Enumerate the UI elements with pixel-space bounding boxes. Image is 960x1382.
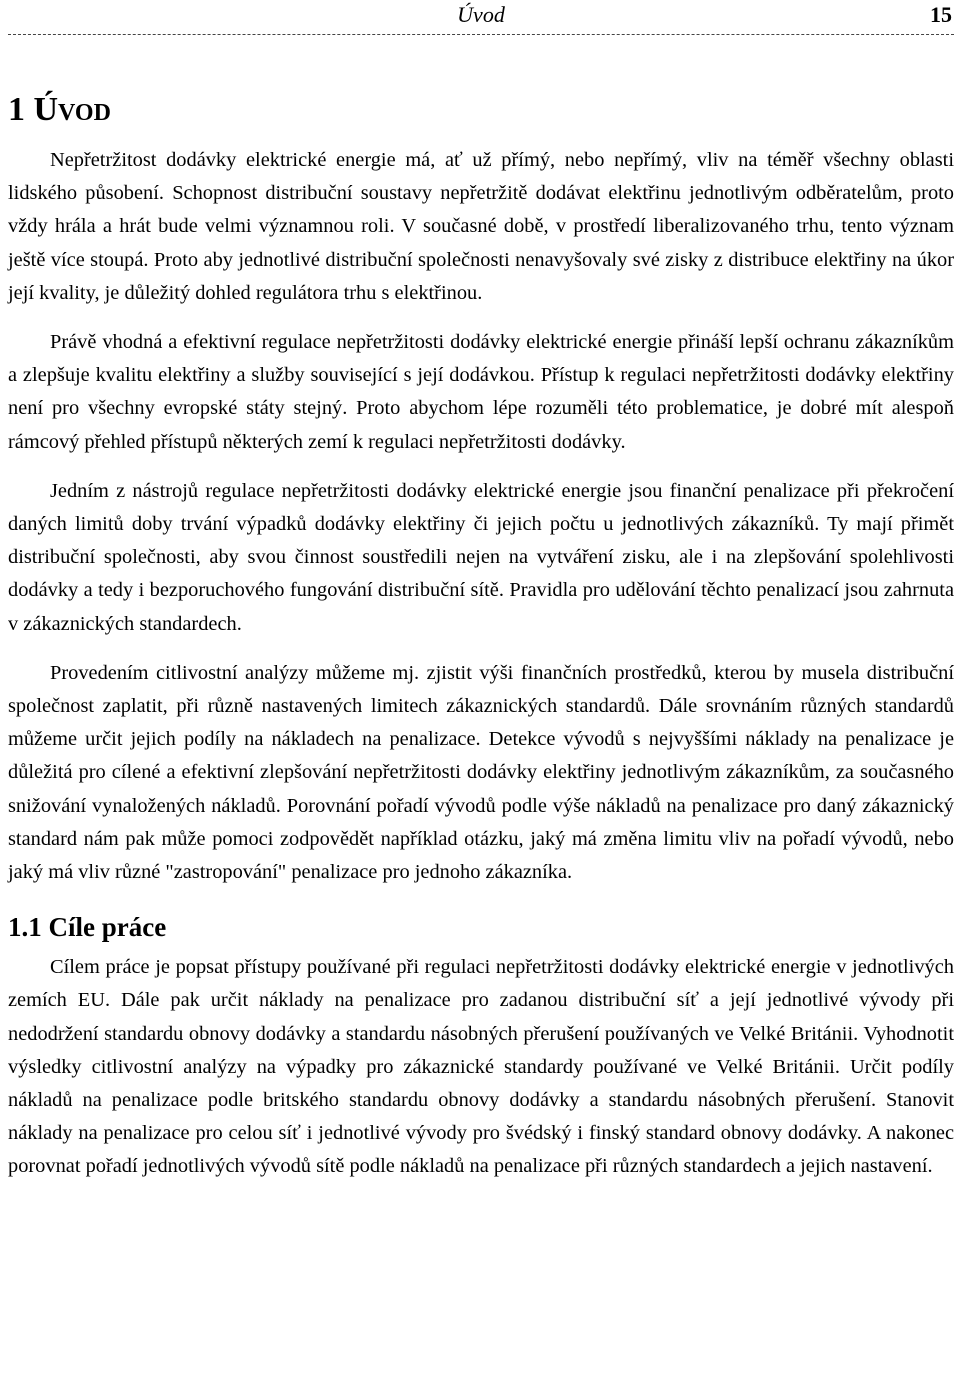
section-number: 1.1: [8, 912, 42, 943]
chapter-number: 1: [8, 91, 25, 128]
running-header: [8, 0, 954, 34]
section-title: Cíle práce: [48, 912, 167, 943]
paragraph-1: Nepřetržitost dodávky elektrické energie má, ať už přímý, nebo nepřímý, vliv na téměř všechny oblasti lidského působení. Schopnost distribuční soustavy nepřetržitě dodávat elektřinu jednotlivým odběratelům, proto vždy hrála a hrát bude velmi významnou roli. V současné době, v prostředí liberalizovaného trhu, tento význam ještě více stoupá. Proto aby jednotlivé distribuční společnosti nenavyšovaly své zisky z distribuce elektřiny na úkor její kvality, je důležitý dohled regulátora trhu s elektřinou.: [8, 149, 954, 304]
chapter-title: Úvod: [33, 91, 111, 128]
section-paragraph-1: Cílem práce je popsat přístupy používané při regulaci nepřetržitosti dodávky elektrické energie v jednotlivých zemích EU. Dále pak určit náklady na penalizace pro zadanou distribuční síť a její jednotlivé vývody při nedodržení standardu obnovy dodávky a standardu násobných přerušení používaných ve Velké Británii. Vyhodnotit výsledky citlivostní analýzy na výpadky pro zákaznické standardy používané ve Velké Británii. Určit podíly nákladů na penalizace podle britského standardu obnovy dodávky a standardu násobných přerušení. Stanovit náklady na penalizace pro celou síť i jednotlivé vývody pro švédský i finský standard obnovy dodávky. A nakonec porovnat pořadí jednotlivých vývodů sítě podle nákladů na penalizace při různých standardech a jejich nastavení.: [8, 956, 954, 1178]
paragraph-3: Jedním z nástrojů regulace nepřetržitosti dodávky elektrické energie jsou finanční penalizace při překročení daných limitů doby trvání výpadků dodávky elektřiny či jejich počtu u jednotlivých zákazníků. Ty mají přimět distribuční společnosti, aby svou činnost soustředili nejen na vytváření zisku, ale i na zlepšování spolehlivosti dodávky a tedy i bezporuchového fungování distribuční sítě. Pravidla pro udělování těchto penalizací jsou zahrnuta v zákaznických standardech.: [8, 479, 954, 635]
section-heading: [8, 907, 954, 947]
chapter-heading: [8, 88, 954, 132]
paragraph-4: Provedením citlivostní analýzy můžeme mj. zjistit výši finančních prostředků, kterou by musela distribuční společnost zaplatit, při různě nastavených limitech zákaznických standardů. Dále srovnáním různých standardů můžeme určit jejich podíly na nákladech na penalizace. Detekce vývodů s nejvyššími náklady na penalizace je důležitá pro cílené a efektivní zlepšování nepřetržitosti dodávky elektřiny jednotlivým zákazníkům, za současného snižování vynaložených nákladů. Porovnání pořadí vývodů podle výše nákladů na penalizace pro daný zákaznický standard nám pak může pomoci zodpovědět například otázku, jaký má změna limitu vliv na pořadí vývodů, nebo jaký má vliv různé "zastropování" penalizace pro jednoho zákazníka.: [8, 661, 954, 884]
paragraph-2: Právě vhodná a efektivní regulace nepřetržitosti dodávky elektrické energie přináší lepší ochranu zákazníkům a zlepšuje kvalitu elektřiny a služby související s její dodávkou. Přístup k regulaci nepřetržitosti dodávky elektřiny není pro všechny evropské státy stejný. Proto abychom lépe rozuměli této problematice, je dobré mít alespoň rámcový přehled přístupů některých zemí k regulaci nepřetržitosti dodávky.: [8, 331, 954, 453]
page-number: 15: [930, 2, 952, 27]
header-rule: [8, 34, 954, 35]
page-body: [8, 88, 954, 1184]
header-title: Úvod: [457, 2, 505, 27]
